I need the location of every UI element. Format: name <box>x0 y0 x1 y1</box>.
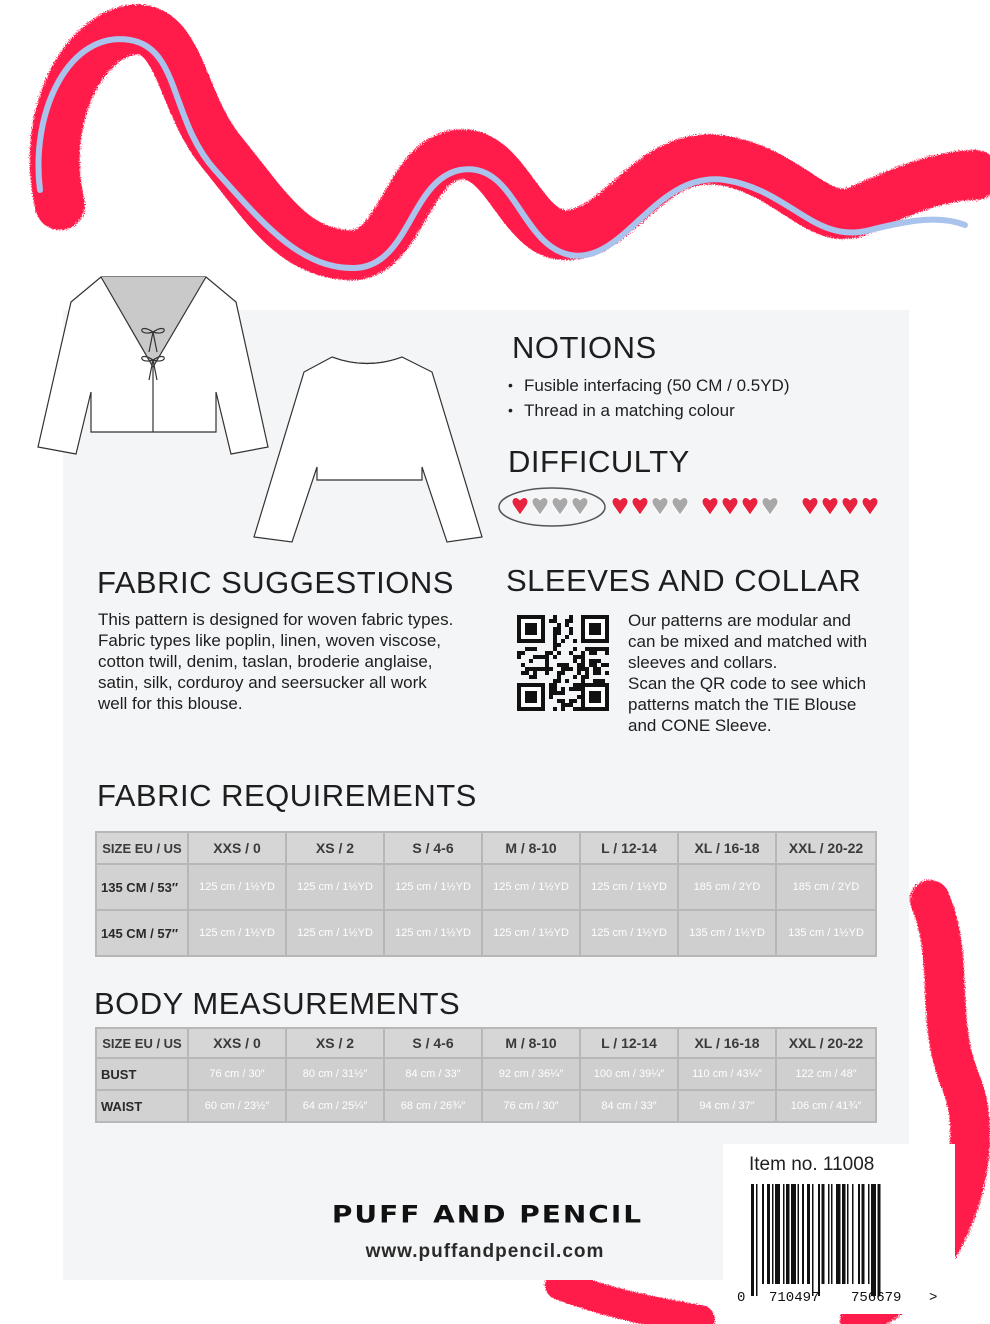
table-cell: 94 cm / 37″ <box>678 1090 776 1122</box>
table-cell: 110 cm / 43¼″ <box>678 1058 776 1090</box>
table-cell: 135 cm / 1½YD <box>776 910 876 956</box>
table-cell: 185 cm / 2YD <box>776 864 876 910</box>
table-header-cell: XS / 2 <box>286 1028 384 1058</box>
fabric-suggestions-title: FABRIC SUGGESTIONS <box>97 565 454 600</box>
barcode-digit: 0 <box>737 1290 746 1306</box>
table-cell: 185 cm / 2YD <box>678 864 776 910</box>
table-header-row <box>96 832 876 864</box>
table-cell: 125 cm / 1½YD <box>482 864 580 910</box>
heart-filled-icon <box>742 498 758 515</box>
table-header-cell: L / 12-14 <box>580 1028 678 1058</box>
table-header-cell: XXL / 20-22 <box>776 1028 876 1058</box>
heart-filled-icon <box>612 498 628 515</box>
table-row <box>96 864 876 910</box>
table-header-cell: SIZE EU / US <box>96 1028 188 1058</box>
difficulty-title: DIFFICULTY <box>508 444 690 479</box>
list-item: • Thread in a matching colour <box>508 398 790 423</box>
table-header-cell: L / 12-14 <box>580 832 678 864</box>
table-cell: 84 cm / 33″ <box>580 1090 678 1122</box>
heart-empty-icon <box>532 498 548 515</box>
table-cell: 84 cm / 33″ <box>384 1058 482 1090</box>
table-cell: 125 cm / 1½YD <box>580 864 678 910</box>
fabric-suggestions-text <box>98 609 478 714</box>
table-header-cell: XXS / 0 <box>188 1028 286 1058</box>
brand-logo: PUFF AND PENCIL <box>331 1200 644 1229</box>
barcode-icon <box>749 1184 929 1296</box>
table-header-cell: XL / 16-18 <box>678 832 776 864</box>
heart-empty-icon <box>552 498 568 515</box>
text-line: patterns match the TIE Blouse <box>628 695 857 714</box>
heart-empty-icon <box>572 498 588 515</box>
sleeves-collar-text <box>628 610 893 736</box>
body-measurements-title: BODY MEASUREMENTS <box>94 986 461 1021</box>
heart-empty-icon <box>672 498 688 515</box>
text-line: sleeves and collars. <box>628 653 778 672</box>
heart-filled-icon <box>702 498 718 515</box>
table-cell: 125 cm / 1½YD <box>580 910 678 956</box>
heart-filled-icon <box>822 498 838 515</box>
table-cell: 68 cm / 26¾″ <box>384 1090 482 1122</box>
row-label: 145 CM / 57″ <box>96 910 188 956</box>
heart-empty-icon <box>652 498 668 515</box>
notions-list <box>508 373 790 423</box>
heart-empty-icon <box>762 498 778 515</box>
table-cell: 125 cm / 1½YD <box>384 910 482 956</box>
row-label: 135 CM / 53″ <box>96 864 188 910</box>
blouse-back-icon <box>252 352 484 544</box>
heart-filled-icon <box>722 498 738 515</box>
barcode-label <box>723 1144 955 1314</box>
table-cell: 125 cm / 1½YD <box>384 864 482 910</box>
table-cell: 125 cm / 1½YD <box>286 864 384 910</box>
table-cell: 100 cm / 39¼″ <box>580 1058 678 1090</box>
text-line: well for this blouse. <box>98 694 243 713</box>
heart-filled-icon <box>862 498 878 515</box>
table-cell: 80 cm / 31½″ <box>286 1058 384 1090</box>
difficulty-rating <box>496 485 886 529</box>
fabric-requirements-title: FABRIC REQUIREMENTS <box>97 778 477 813</box>
table-cell: 106 cm / 41¾″ <box>776 1090 876 1122</box>
table-header-cell: XS / 2 <box>286 832 384 864</box>
table-header-cell: S / 4-6 <box>384 1028 482 1058</box>
table-cell: 76 cm / 30″ <box>188 1058 286 1090</box>
text-line: Our patterns are modular and <box>628 611 852 630</box>
table-cell: 92 cm / 36¼″ <box>482 1058 580 1090</box>
blouse-front-icon <box>36 272 271 462</box>
table-header-cell: XXL / 20-22 <box>776 832 876 864</box>
item-number: Item no. 11008 <box>749 1154 875 1175</box>
qr-code-icon[interactable] <box>517 614 609 712</box>
heart-filled-icon <box>632 498 648 515</box>
table-cell: 125 cm / 1½YD <box>482 910 580 956</box>
text-line: cotton twill, denim, taslan, broderie anglaise, <box>98 652 433 671</box>
table-cell: 76 cm / 30″ <box>482 1090 580 1122</box>
table-header-cell: XL / 16-18 <box>678 1028 776 1058</box>
text-line: and CONE Sleeve. <box>628 716 772 735</box>
row-label: BUST <box>96 1058 188 1090</box>
table-row <box>96 1090 876 1122</box>
heart-filled-icon <box>842 498 858 515</box>
table-header-cell: SIZE EU / US <box>96 832 188 864</box>
list-item: • Fusible interfacing (50 CM / 0.5YD) <box>508 373 790 398</box>
barcode-digits-right: 756679 <box>851 1290 902 1306</box>
table-cell: 122 cm / 48″ <box>776 1058 876 1090</box>
table-cell: 125 cm / 1½YD <box>286 910 384 956</box>
text-line: This pattern is designed for woven fabric types. <box>98 610 454 629</box>
table-header-row <box>96 1028 876 1058</box>
table-header-cell: M / 8-10 <box>482 832 580 864</box>
table-cell: 125 cm / 1½YD <box>188 864 286 910</box>
text-line: Scan the QR code to see which <box>628 674 867 693</box>
body-measurements-table <box>95 1027 877 1123</box>
table-cell: 64 cm / 25¼″ <box>286 1090 384 1122</box>
row-label: WAIST <box>96 1090 188 1122</box>
text-line: Fabric types like poplin, linen, woven viscose, <box>98 631 441 650</box>
sleeves-collar-title: SLEEVES AND COLLAR <box>506 563 862 598</box>
barcode-digit: > <box>929 1290 938 1306</box>
table-cell: 135 cm / 1½YD <box>678 910 776 956</box>
heart-filled-icon <box>512 498 528 515</box>
text-line: satin, silk, corduroy and seersucker all work <box>98 673 427 692</box>
table-header-cell: M / 8-10 <box>482 1028 580 1058</box>
brand-url[interactable]: www.puffandpencil.com <box>365 1241 605 1262</box>
table-header-cell: XXS / 0 <box>188 832 286 864</box>
text-line: can be mixed and matched with <box>628 632 868 651</box>
table-header-cell: S / 4-6 <box>384 832 482 864</box>
table-row <box>96 1058 876 1090</box>
table-cell: 125 cm / 1½YD <box>188 910 286 956</box>
barcode-digits-left: 710497 <box>769 1290 820 1306</box>
table-cell: 60 cm / 23½″ <box>188 1090 286 1122</box>
table-row <box>96 910 876 956</box>
fabric-requirements-table <box>95 831 877 957</box>
swirl-red-bottom <box>560 1285 700 1320</box>
heart-filled-icon <box>802 498 818 515</box>
notions-title: NOTIONS <box>512 330 657 365</box>
